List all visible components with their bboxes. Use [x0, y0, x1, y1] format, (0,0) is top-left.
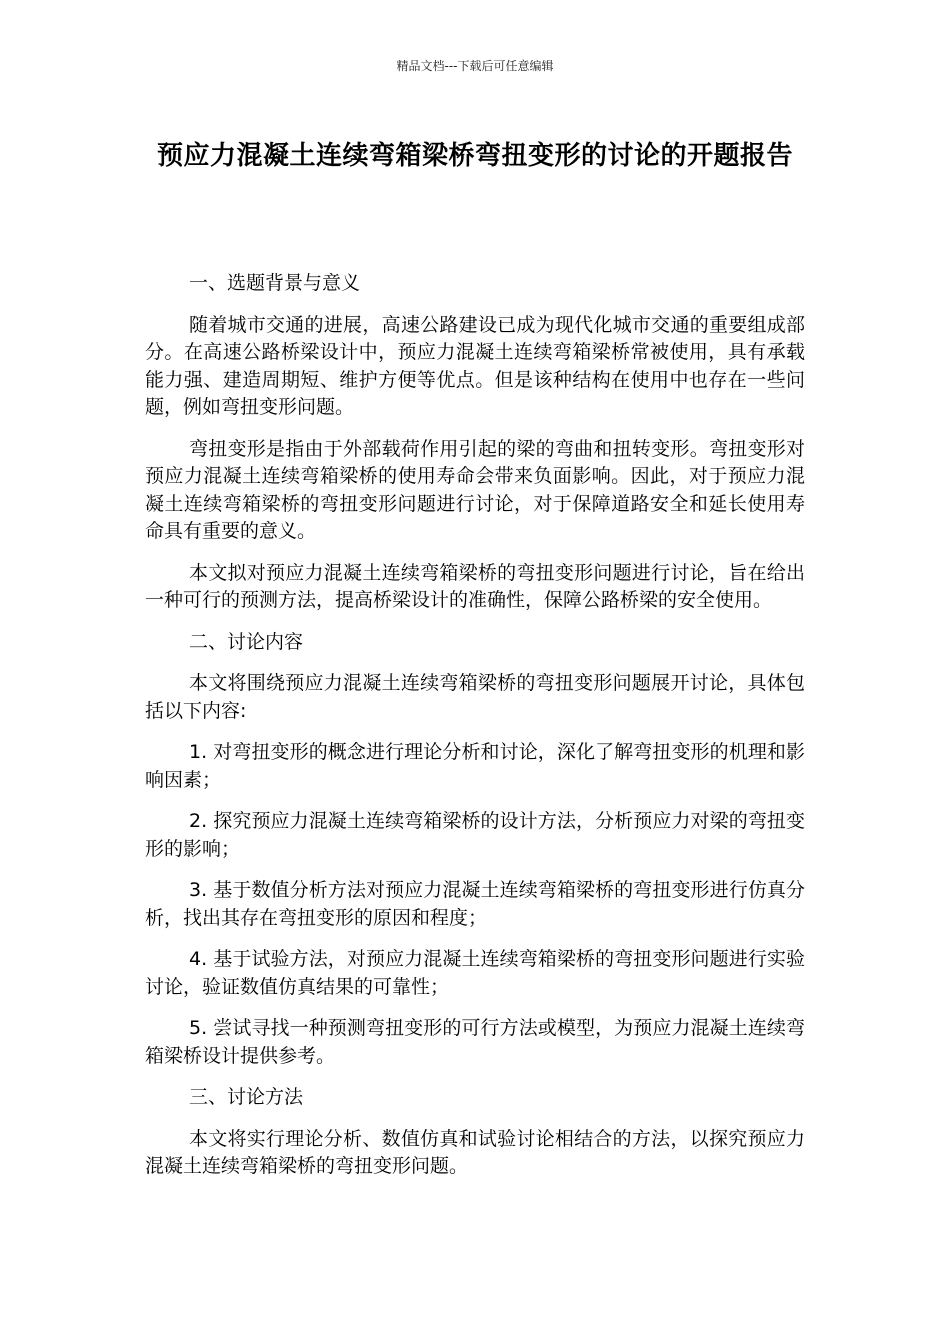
document-body — [145, 270, 805, 1195]
paragraph: 随着城市交通的进展，高速公路建设已成为现代化城市交通的重要组成部分。在高速公路桥梁设计中，预应力混凝土连续弯箱梁桥常被使用，具有承载能力强、建造周期短、维护方便等优点。但是该种结构在使用中也存在一些问题，例如弯扭变形问题。 — [145, 313, 805, 418]
document-title: 预应力混凝土连续弯箱梁桥弯扭变形的讨论的开题报告 — [156, 141, 793, 171]
list-item: 3. 基于数值分析方法对预应力混凝土连续弯箱梁桥的弯扭变形进行仿真分析，找出其存在弯扭变形的原因和程度； — [145, 879, 805, 929]
header-note: 精品文档---下载后可任意编辑 — [396, 59, 554, 73]
list-item: 2. 探究预应力混凝土连续弯箱梁桥的设计方法，分析预应力对梁的弯扭变形的影响； — [145, 810, 805, 860]
section-heading-content: 二、讨论内容 — [189, 630, 304, 653]
section-heading-methods: 三、讨论方法 — [189, 1086, 304, 1108]
paragraph: 本文将实行理论分析、数值仿真和试验讨论相结合的方法，以探究预应力混凝土连续弯箱梁桥的弯扭变形问题。 — [145, 1127, 805, 1177]
list-item: 5. 尝试寻找一种预测弯扭变形的可行方法或模型，为预应力混凝土连续弯箱梁桥设计提供参考。 — [145, 1017, 805, 1067]
section-heading-background: 一、选题背景与意义 — [189, 272, 361, 294]
paragraph: 弯扭变形是指由于外部载荷作用引起的梁的弯曲和扭转变形。弯扭变形对预应力混凝土连续弯箱梁桥的使用寿命会带来负面影响。因此，对于预应力混凝土连续弯箱梁桥的弯扭变形问题进行讨论，对于保障道路安全和延长使用寿命具有重要的意义。 — [145, 437, 805, 542]
list-item: 4. 基于试验方法，对预应力混凝土连续弯箱梁桥的弯扭变形问题进行实验讨论，验证数值仿真结果的可靠性； — [145, 948, 805, 998]
paragraph: 本文将围绕预应力混凝土连续弯箱梁桥的弯扭变形问题展开讨论，具体包括以下内容: — [145, 672, 805, 722]
list-item: 1. 对弯扭变形的概念进行理论分析和讨论，深化了解弯扭变形的机理和影响因素； — [145, 741, 805, 791]
paragraph: 本文拟对预应力混凝土连续弯箱梁桥的弯扭变形问题进行讨论，旨在给出一种可行的预测方法，提高桥梁设计的准确性，保障公路桥梁的安全使用。 — [145, 561, 805, 611]
